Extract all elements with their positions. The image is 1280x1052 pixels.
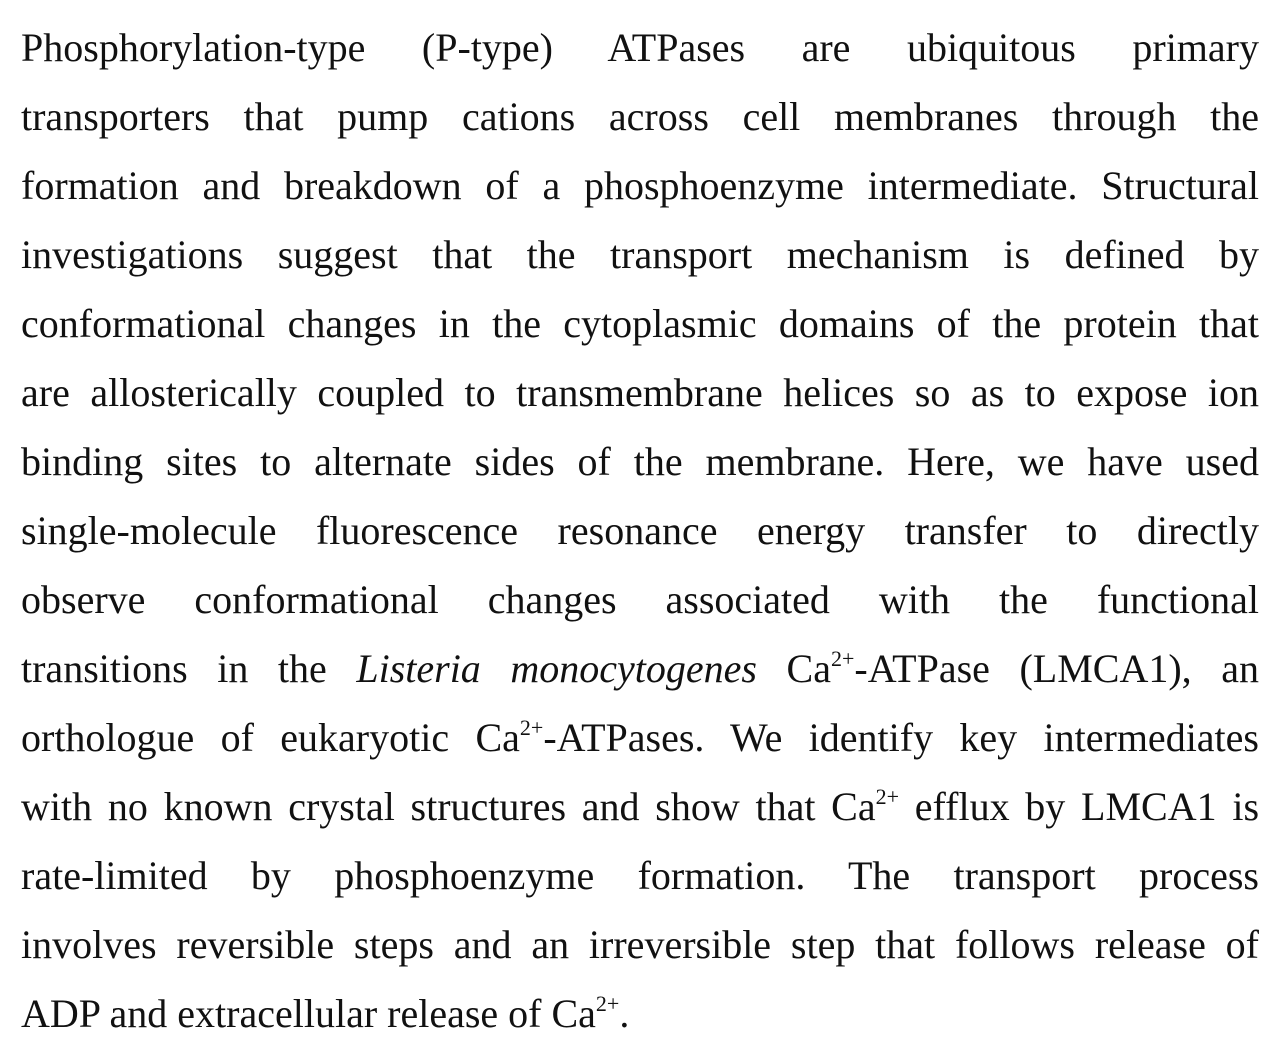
- text-segment: Ca: [756, 646, 831, 691]
- text-line-8: single-molecule fluorescence resonance energy transfer to directly: [21, 508, 1259, 553]
- text-line-11: [21, 703, 1259, 772]
- ion-charge: 2+: [875, 784, 900, 809]
- text-line-13: rate-limited by phosphoenzyme formation. The transport process: [21, 853, 1259, 898]
- text-line-6: are allosterically coupled to transmembrane helices so as to expose ion: [21, 370, 1259, 415]
- ion-charge: 2+: [595, 991, 620, 1016]
- ion-charge: 2+: [830, 646, 855, 671]
- text-segment: -ATPases. We identify key intermediates: [543, 715, 1259, 760]
- species-name: Listeria monocytogenes: [356, 646, 757, 691]
- text-line-7: binding sites to alternate sides of the membrane. Here, we have used: [21, 439, 1259, 484]
- text-line-3: formation and breakdown of a phosphoenzyme intermediate. Structural: [21, 163, 1259, 208]
- text-segment: -ATPase (LMCA1), an: [854, 646, 1259, 691]
- text-line-5: conformational changes in the cytoplasmic domains of the protein that: [21, 301, 1259, 346]
- text-line-10: [21, 634, 1259, 703]
- text-line-4: investigations suggest that the transport mechanism is defined by: [21, 232, 1259, 277]
- text-segment: orthologue of eukaryotic Ca: [21, 715, 520, 760]
- abstract-paragraph: [21, 13, 1259, 1048]
- text-line-1: Phosphorylation-type (P-type) ATPases are ubiquitous primary: [21, 25, 1259, 70]
- text-segment: .: [619, 991, 630, 1036]
- text-line-2: transporters that pump cations across cell membranes through the: [21, 94, 1259, 139]
- text-line-14: involves reversible steps and an irreversible step that follows release of: [21, 922, 1259, 967]
- text-segment: transitions in the: [21, 646, 357, 691]
- text-segment: efflux by LMCA1 is: [899, 784, 1260, 829]
- text-segment: ADP and extracellular release of Ca: [21, 991, 596, 1036]
- text-segment: with no known crystal structures and show that Ca: [21, 784, 876, 829]
- text-line-12: [21, 772, 1259, 841]
- text-line-15: [21, 979, 1259, 1048]
- text-line-9: observe conformational changes associated with the functional: [21, 577, 1259, 622]
- ion-charge: 2+: [519, 715, 544, 740]
